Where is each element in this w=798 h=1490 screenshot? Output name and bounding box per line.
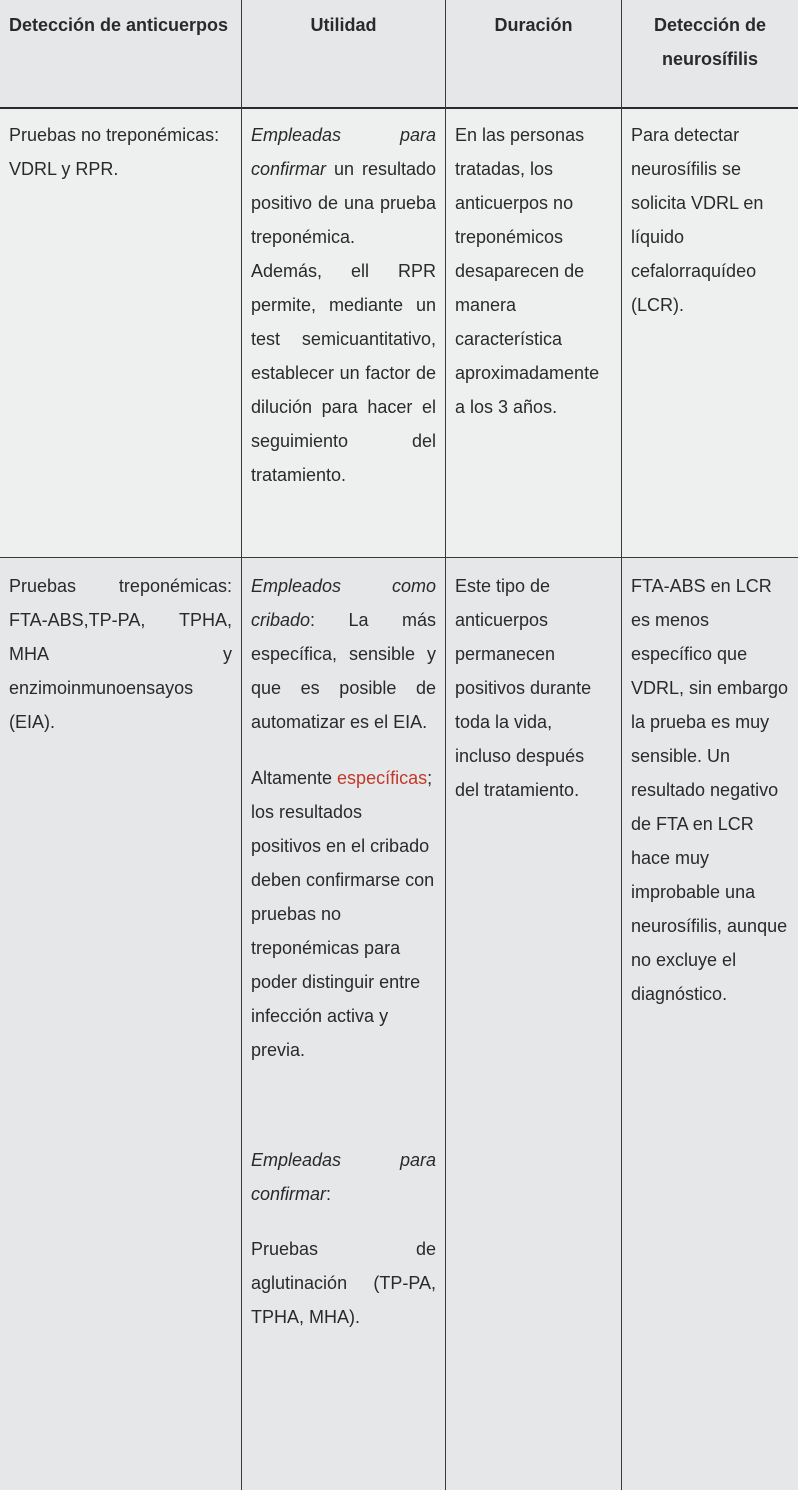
row1-deteccion-cell	[0, 109, 241, 186]
table-header-row	[0, 0, 798, 107]
row1-utilidad-p1	[251, 118, 436, 254]
row2-utilidad-p2-b: ; los resultados positivos en el cribado deben confirmarse con pruebas no treponémicas para poder distinguir entre infección activa y previa.	[251, 768, 435, 1060]
column-divider	[241, 0, 242, 1490]
row1-duracion-cell	[446, 109, 621, 424]
row2-utilidad-cell	[242, 558, 445, 1334]
row1-utilidad-italic: Empleadas para confirmar	[251, 125, 436, 179]
especificas-link[interactable]: específicas	[337, 768, 428, 788]
row1-neurosifilis-text: Para detectar neurosífilis se solicita VDRL en líquido cefalorraquídeo (LCR).	[631, 125, 764, 315]
header-duracion: Duración	[494, 15, 573, 35]
table-row	[0, 558, 798, 1490]
row2-utilidad-p3-rest: :	[326, 1184, 332, 1204]
row2-utilidad-p1-italic: Empleados como cribado	[251, 576, 436, 630]
row2-deteccion-text: Pruebas treponémicas: FTA-ABS,TP-PA, TPHA, MHA y enzimoinmunoensayos (EIA).	[9, 576, 232, 732]
row1-deteccion-text: Pruebas no treponémicas: VDRL y RPR.	[9, 125, 220, 179]
row2-utilidad-p3	[251, 1143, 436, 1211]
column-divider	[445, 0, 446, 1490]
row1-utilidad-p2: Además, ell RPR permite, mediante un test semicuantitativo, establecer un factor de dilución para hacer el seguimiento del tratamiento.	[251, 261, 436, 485]
row2-neurosifilis-cell	[622, 558, 798, 1011]
header-divider	[0, 107, 798, 109]
row2-utilidad-p1	[251, 569, 436, 739]
header-utilidad: Utilidad	[310, 15, 377, 35]
row2-utilidad-p1-rest: : La más específica, sensible y que es posible de automatizar es el EIA.	[251, 610, 436, 732]
row1-duracion-text: En las personas tratadas, los anticuerpos no treponémicos desaparecen de manera característica aproximadamente a los 3 años.	[455, 125, 600, 417]
row2-utilidad-p2	[251, 761, 436, 1067]
header-deteccion-anticuerpos: Detección de anticuerpos	[9, 15, 229, 35]
row1-utilidad-cell	[242, 109, 445, 492]
header-deteccion-neurosifilis: Detección de neurosífilis	[653, 15, 767, 69]
row2-duracion-cell	[446, 558, 621, 807]
row1-utilidad-rest: un resultado positivo de una prueba treponémica.	[251, 159, 436, 247]
row2-utilidad-p3-italic: Empleadas para confirmar	[251, 1150, 436, 1204]
row2-utilidad-p2-a: Altamente	[251, 768, 338, 788]
row-divider	[0, 557, 798, 558]
table-row	[0, 109, 798, 557]
column-divider	[621, 0, 622, 1490]
row1-neurosifilis-cell	[622, 109, 798, 322]
row2-deteccion-cell	[0, 558, 241, 739]
row2-duracion-text: Este tipo de anticuerpos permanecen positivos durante toda la vida, incluso después del tratamiento.	[455, 576, 592, 800]
row2-utilidad-p4: Pruebas de aglutinación (TP-PA, TPHA, MHA).	[251, 1239, 436, 1327]
row2-neurosifilis-text: FTA-ABS en LCR es menos específico que VDRL, sin embargo la prueba es muy sensible. Un resultado negativo de FTA en LCR hace muy improbable una neurosífilis, aunque no excluye el diagnóstico.	[631, 576, 789, 1004]
